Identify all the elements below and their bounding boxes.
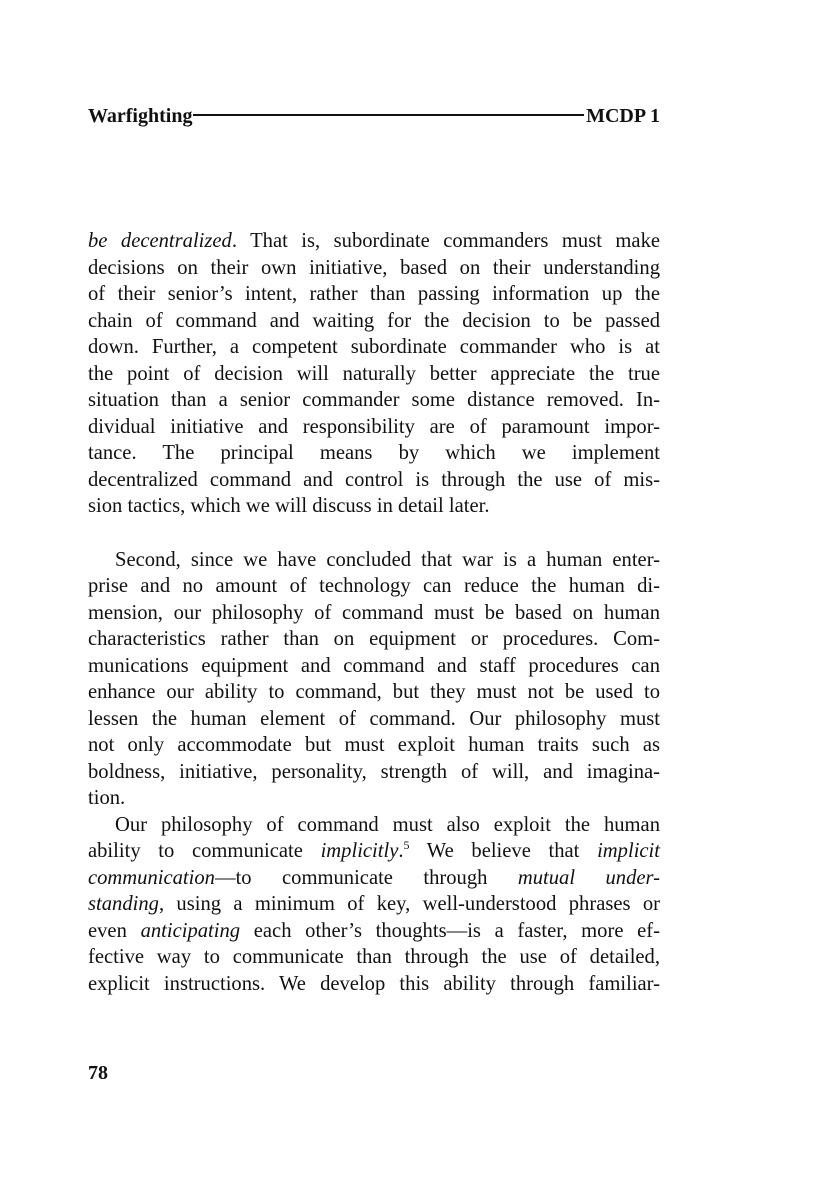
- text-line: prise and no amount of technology can reduce the human di-: [88, 575, 660, 597]
- page-number: 78: [88, 1062, 108, 1084]
- paragraph-3: [88, 812, 660, 998]
- text-line: down. Further, a competent subordinate commander who is at: [88, 336, 660, 358]
- text-line: be decentralized. That is, subordinate commanders must make: [88, 230, 661, 252]
- text-line: communication—to communicate through mutual under-: [88, 866, 660, 889]
- text-line: situation than a senior commander some distance removed. In-: [88, 389, 660, 411]
- text-line: ability to communicate implicitly.$^5$ We believe that implicit: [88, 838, 660, 862]
- text-line: boldness, initiative, personality, strength of will, and imagina-: [88, 760, 660, 783]
- text-line: characteristics rather than on equipment or procedures. Com-: [88, 628, 660, 650]
- text-line: munications equipment and command and staff procedures can: [88, 654, 660, 677]
- running-header: [88, 101, 660, 131]
- text-line: explicit instructions. We develop this ability through familiar-: [88, 972, 660, 995]
- footnote-marker: 5: [403, 838, 410, 852]
- body-text: [88, 228, 660, 997]
- paragraph-1: [88, 228, 660, 520]
- text-line: of their senior’s intent, rather than passing information up the: [88, 283, 660, 305]
- text-line: dividual initiative and responsibility are of paramount impor-: [88, 415, 660, 438]
- text-line: even anticipating each other’s thoughts—is a faster, more ef-: [88, 919, 660, 942]
- text-line: tance. The principal means by which we implement: [88, 442, 660, 464]
- text-line: chain of command and waiting for the decision to be passed: [88, 309, 660, 332]
- text-line: decentralized command and control is through the use of mis-: [88, 468, 660, 491]
- text-line: sion tactics, which we will discuss in detail later.: [88, 495, 490, 517]
- text-line: decisions on their own initiative, based on their understanding: [88, 256, 660, 279]
- text-line: mension, our philosophy of command must be based on human: [88, 601, 660, 624]
- text-line: lessen the human element of command. Our philosophy must: [88, 707, 660, 730]
- header-publication-number: MCDP 1: [586, 104, 660, 127]
- text-line: standing, using a minimum of key, well-understood phrases or: [88, 893, 660, 915]
- text-line: Our philosophy of command must also exploit the human: [115, 813, 660, 836]
- text-line: Second, since we have concluded that war is a human enter-: [115, 548, 660, 571]
- text-line: fective way to communicate than through the use of detailed,: [88, 946, 660, 968]
- paragraph-2: [88, 547, 660, 812]
- header-title: Warfighting: [88, 104, 193, 127]
- text-line: tion.: [88, 787, 126, 809]
- header-rule: [193, 114, 584, 116]
- text-line: the point of decision will naturally better appreciate the true: [88, 362, 660, 385]
- text-line: enhance our ability to command, but they must not be used to: [88, 681, 660, 703]
- text-line: not only accommodate but must exploit human traits such as: [88, 734, 660, 756]
